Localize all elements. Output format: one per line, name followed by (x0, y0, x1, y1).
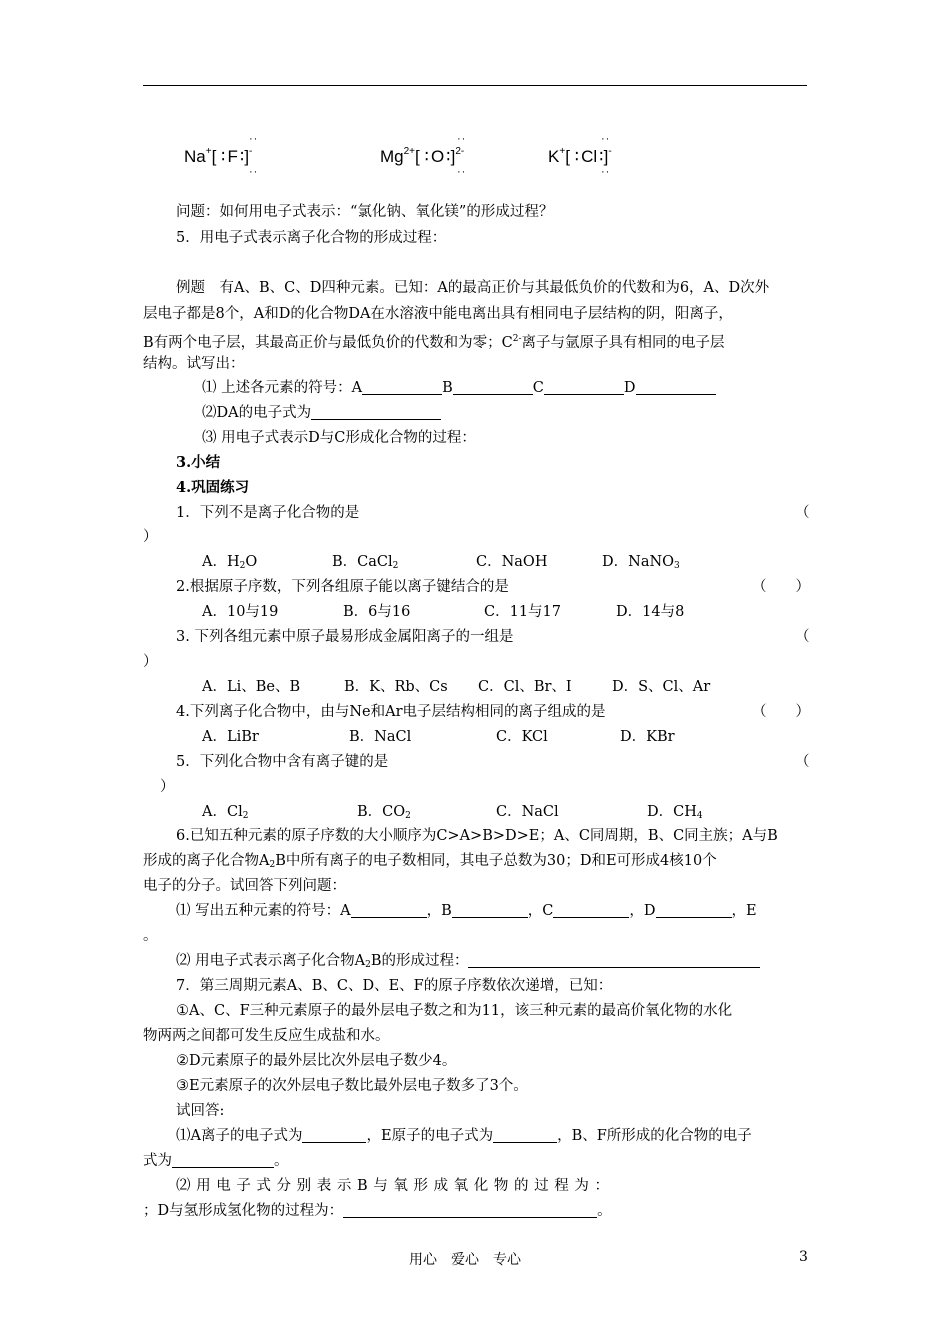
q5-option-b: B．$CO_2$ (357, 804, 411, 821)
answer-blank[interactable] (656, 901, 732, 918)
q7-line-1: 7．第三周期元素A、B、C、D、E、F的原子序数依次递增，已知： (176, 978, 613, 994)
q2-option-d: D．14与8 (616, 604, 685, 620)
q2-text: 2.根据原子序数，下列各组原子能以离子键结合的是 (176, 579, 509, 595)
summary-heading: 3.小结 (176, 454, 221, 471)
example-subq-2: ⑵DA的电子式为 (202, 403, 441, 423)
q6-line-1: 6.已知五种元素的原子序数的大小顺序为C>A>B>D>E；A、C同周期，B、C同主族；A与B (176, 828, 778, 844)
example-line-2: 层电子都是8个，A和D的化合物DA在水溶液中能电离出具有相同电子层结构的阴，阳离子， (143, 306, 733, 322)
question-text: 问题：如何用电子式表示：“氯化钠、氧化镁”的形成过程？ (176, 204, 554, 220)
q1-option-b: B．CaCl$_2$ (332, 554, 399, 571)
item-5-heading: 5．用电子式表示离子化合物的形成过程： (176, 230, 447, 246)
answer-blank[interactable] (452, 901, 528, 918)
q2-option-b: B．6与16 (343, 604, 411, 620)
q7-line-2: ①A、C、F三种元素原子的最外层电子数之和为11，该三种元素的最高价氧化物的水化 (176, 1003, 733, 1019)
answer-blank[interactable] (302, 1126, 366, 1143)
q3-text: 3. 下列各组元素中原子最易形成金属阳离子的一组是 (176, 629, 514, 645)
q2-option-a: A．10与19 (202, 604, 279, 620)
q5-paren-right: ） (160, 779, 175, 795)
q4-paren: （ ） (752, 704, 810, 720)
example-subq-1: ⑴ 上述各元素的符号：A B C D (202, 378, 716, 398)
q6-subq-2: ⑵ 用电子式表示离子化合物$A_2B$的形成过程： (176, 951, 760, 975)
answer-blank[interactable] (362, 378, 442, 395)
q7-line-3: 物两两之间都可发生反应生成盐和水。 (143, 1028, 390, 1044)
example-subq-3: ⑶ 用电子式表示D与C形成化合物的过程： (202, 430, 476, 446)
q6-line-3: 电子的分子。试回答下列问题： (143, 878, 346, 894)
q1-option-a: A．$H_2O$ (202, 554, 258, 571)
answer-blank[interactable] (172, 1151, 274, 1168)
q4-option-d: D．KBr (620, 729, 675, 745)
answer-blank[interactable] (636, 378, 716, 395)
q3-option-c: C．Cl、Br、I (478, 679, 572, 695)
q6-subq-1: ⑴ 写出五种元素的符号：A ，B ，C ，D ，E (176, 903, 757, 919)
answer-blank[interactable] (553, 901, 629, 918)
q3-paren-left: （ (795, 629, 810, 645)
answer-blank[interactable] (544, 378, 624, 395)
answer-blank[interactable] (493, 1126, 557, 1143)
q7-line-10: ；D与氢形成氢化物的过程为： 。 (143, 1203, 612, 1219)
q7-line-7: ⑴A离子的电子式为 ，E原子的电子式为 ，B、F所形成的化合物的电子 (176, 1128, 752, 1144)
q7-line-8: 式为 。 (143, 1153, 289, 1169)
q2-paren: （ ） (752, 579, 810, 595)
header-rule (143, 85, 807, 86)
q3-paren-right: ） (143, 654, 158, 670)
q1-option-d: D．NaNO$_3$ (602, 554, 680, 571)
q7-line-4: ②D元素原子的最外层比次外层电子数少4。 (176, 1053, 457, 1069)
electron-formula-naf: Na+[ ∶ F ∶]- ·· ·· (184, 133, 259, 178)
page-number: 3 (799, 1249, 808, 1265)
q6-subq-1-end: 。 (143, 928, 158, 944)
example-line-4: 结构。试写出： (143, 356, 245, 372)
q1-option-c: C．NaOH (476, 554, 548, 570)
q4-text: 4.下列离子化合物中，由与Ne和Ar电子层结构相同的离子组成的是 (176, 704, 606, 720)
q5-text: 5．下列化合物中含有离子键的是 (176, 754, 389, 770)
q3-option-a: A．Li、Be、B (202, 679, 301, 695)
footer-motto: 用心 爱心 专心 (409, 1252, 521, 1268)
q3-option-d: D．S、Cl、Ar (612, 679, 711, 695)
electron-formula-kcl: K+[ ∶ Cl ∶]- ·· ·· (548, 133, 612, 178)
q5-option-a: A．$Cl_2$ (202, 804, 249, 821)
q7-line-5: ③E元素原子的次外层电子数比最外层电子数多了3个。 (176, 1078, 528, 1094)
q1-paren-left: （ (795, 505, 810, 521)
q6-line-2: 形成的离子化合物$A_2B$中所有离子的电子数相同，其电子总数为30；D和E可形成4核10个 (143, 853, 717, 870)
q2-option-c: C．11与17 (484, 604, 561, 620)
q7-line-9: ⑵ 用 电 子 式 分 别 表 示 B 与 氧 形 成 氧 化 物 的 过 程 为 ： (176, 1178, 610, 1194)
example-line-3: B有两个电子层，其最高正价与最低负价的代数和为零；$C^{2-}$离子与氩原子具有相同的电子层 (143, 334, 725, 351)
q5-option-d: D．$CH_4$ (647, 804, 703, 821)
electron-formula-mgo: $Mg^{2+}$[ ∶ O ∶]$^{2-}$ ·· ·· (380, 133, 467, 178)
q4-option-a: A．LiBr (202, 729, 259, 745)
practice-heading: 4.巩固练习 (176, 479, 250, 496)
answer-blank[interactable] (453, 378, 533, 395)
q3-option-b: B．K、Rb、Cs (344, 679, 448, 695)
q1-paren-right: ） (143, 529, 158, 545)
example-line-1: 例题 有A、B、C、D四种元素。已知：A的最高正价与其最低负价的代数和为6，A、D次外 (176, 280, 770, 296)
answer-blank[interactable] (343, 1201, 597, 1218)
q5-paren-left: （ (795, 754, 810, 770)
answer-blank[interactable] (311, 403, 441, 420)
q4-option-c: C．KCl (496, 729, 548, 745)
q5-option-c: C．NaCl (496, 804, 559, 820)
answer-blank[interactable] (351, 901, 427, 918)
answer-blank[interactable] (468, 951, 760, 968)
q4-option-b: B．NaCl (349, 729, 412, 745)
q7-line-6: 试回答: (176, 1103, 225, 1119)
q1-text: 1．下列不是离子化合物的是 (176, 505, 360, 521)
